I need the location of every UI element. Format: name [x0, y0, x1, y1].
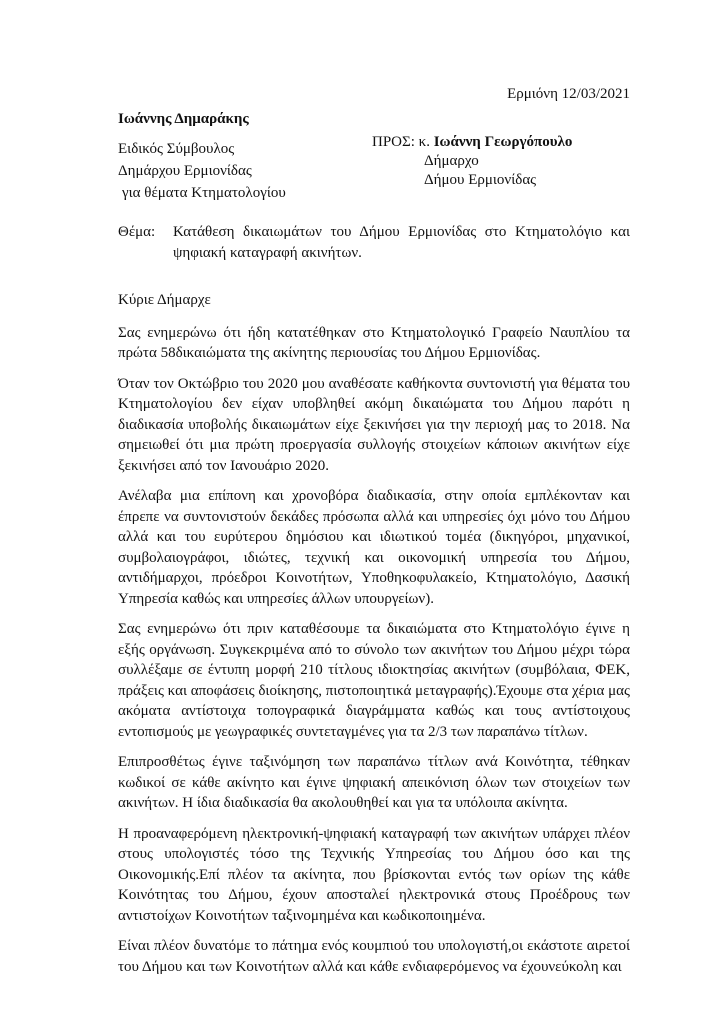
subject-block [118, 222, 630, 264]
recipient-name: Ιωάννη Γεωργόπουλο [433, 134, 573, 150]
body-paragraph: Η προαναφερόμενη ηλεκτρονική-ψηφιακή καταγραφή των ακινήτων υπάρχει πλέον στους υπολογιστές τόσο της Τεχνικής Υπηρεσίας του Δήμου όσο και της Οικονομικής.Επί πλέον τα ακίνητα, που βρίσκονται εντός των ορίων της κάθε Κοινότητας του Δήμου, έχουν αποσταλεί ηλεκτρονικά στους Προέδρους των αντιστοίχων Κοινοτήτων ταξινομημένα και κωδικοποιημένα. [118, 825, 630, 924]
body-paragraph: Επιπροσθέτως έγινε ταξινόμηση των παραπάνω τίτλων ανά Κοινότητα, τέθηκαν κωδικοί σε κάθε ακίνητο και έγινε ψηφιακή απεικόνιση όλων των στοιχείων των ακινήτων. Η ίδια διαδικασία θα ακολουθηθεί και για τα υπόλοιπα ακίνητα. [118, 754, 630, 811]
recipient-title-line: Δήμαρχο [424, 153, 479, 169]
letter-date: Ερμιόνη 12/03/2021 [507, 86, 630, 102]
subject-label: Θέμα: [118, 224, 156, 240]
body-paragraph: Είναι πλέον δυνατόμε το πάτημα ενός κουμπιού του υπολογιστή,οι εκάστοτε αιρετοί του Δήμου και των Κοινοτήτων αλλά και κάθε ενδιαφερόμενος να έχουνεύκολη και [118, 938, 630, 975]
body-paragraph: Ανέλαβα μια επίπονη και χρονοβόρα διαδικασία, στην οποία εμπλέκονταν και έπρεπε να συντονιστούν δεκάδες πρόσωπα αλλά και υπηρεσίες όχι μόνο του Δήμου αλλά και του ευρύτερου δημόσιου και ιδιωτικού τομέα (δικηγόροι, μηχανικοί, συμβολαιογράφοι, ιδιώτες, τεχνική και οικονομική υπηρεσία του Δήμου, αντιδήμαρχοι, πρόεδροι Κοινοτήτων, Υποθηκοφυλακείο, Κτηματολόγιο, Δασική Υπηρεσία καθώς και υπηρεσίες άλλων υπουργείων). [118, 488, 630, 607]
recipient-prefix: ΠΡΟΣ: κ. [372, 134, 430, 150]
letter-body [118, 290, 630, 977]
sender-title-line: Ειδικός Σύμβουλος [118, 141, 235, 157]
greeting: Κύριε Δήμαρχε [118, 292, 211, 308]
body-paragraph: Όταν τον Οκτώβριο του 2020 μου αναθέσατε καθήκοντα συντονιστή για θέματα του Κτηματολογίου δεν είχαν υποβληθεί ακόμη δικαιώματα του Δήμου παρότι η διαδικασία υποβολής δικαιωμάτων είχε ξεκινήσει για την περιοχή μας το 2018. Να σημειωθεί ότι μια πρώτη προεργασία συλλογής στοιχείων κάποιων ακινήτων είχε ξεκινήσει από τον Ιανουάριο 2020. [118, 375, 630, 474]
recipient-block [372, 133, 572, 190]
subject-text: Κατάθεση δικαιωμάτων του Δήμου Ερμιονίδας στο Κτηματολόγιο και ψηφιακή καταγραφή ακινήτων. [173, 224, 630, 261]
body-paragraph: Σας ενημερώνω ότι πριν καταθέσουμε τα δικαιώματα στο Κτηματολόγιο έγινε η εξής οργάνωση. Συγκεκριμένα από το σύνολο των ακινήτων του Δήμου μέχρι τώρα συλλέξαμε σε έντυπη μορφή 210 τίτλους ιδιοκτησίας ακινήτων (συμβόλαια, ΦΕΚ, πράξεις και αποφάσεις διοίκησης, πιστοποιητικά μεταγραφής).Έχουμε στα χέρια μας ακόματα αντίστοιχα τοπογραφικά διαγράμματα καθώς και τους αντίστοιχους εντοπισμούς με γεωγραφικές συντεταγμένες για τα 2/3 των παραπάνω τίτλων. [118, 621, 630, 740]
recipient-title-line: Δήμου Ερμιονίδας [424, 172, 537, 188]
sender-block [118, 108, 286, 204]
body-paragraph: Σας ενημερώνω ότι ήδη κατατέθηκαν στο Κτηματολογικό Γραφείο Ναυπλίου τα πρώτα 58δικαιώματα της ακίνητης περιουσίας του Δήμου Ερμιονίδας. [118, 324, 630, 361]
recipient-line [372, 133, 572, 152]
sender-title-line: Δημάρχου Ερμιονίδας [118, 163, 252, 179]
sender-title-line: για θέματα Κτηματολογίου [122, 185, 286, 201]
sender-name: Ιωάννης Δημαράκης [118, 111, 249, 127]
